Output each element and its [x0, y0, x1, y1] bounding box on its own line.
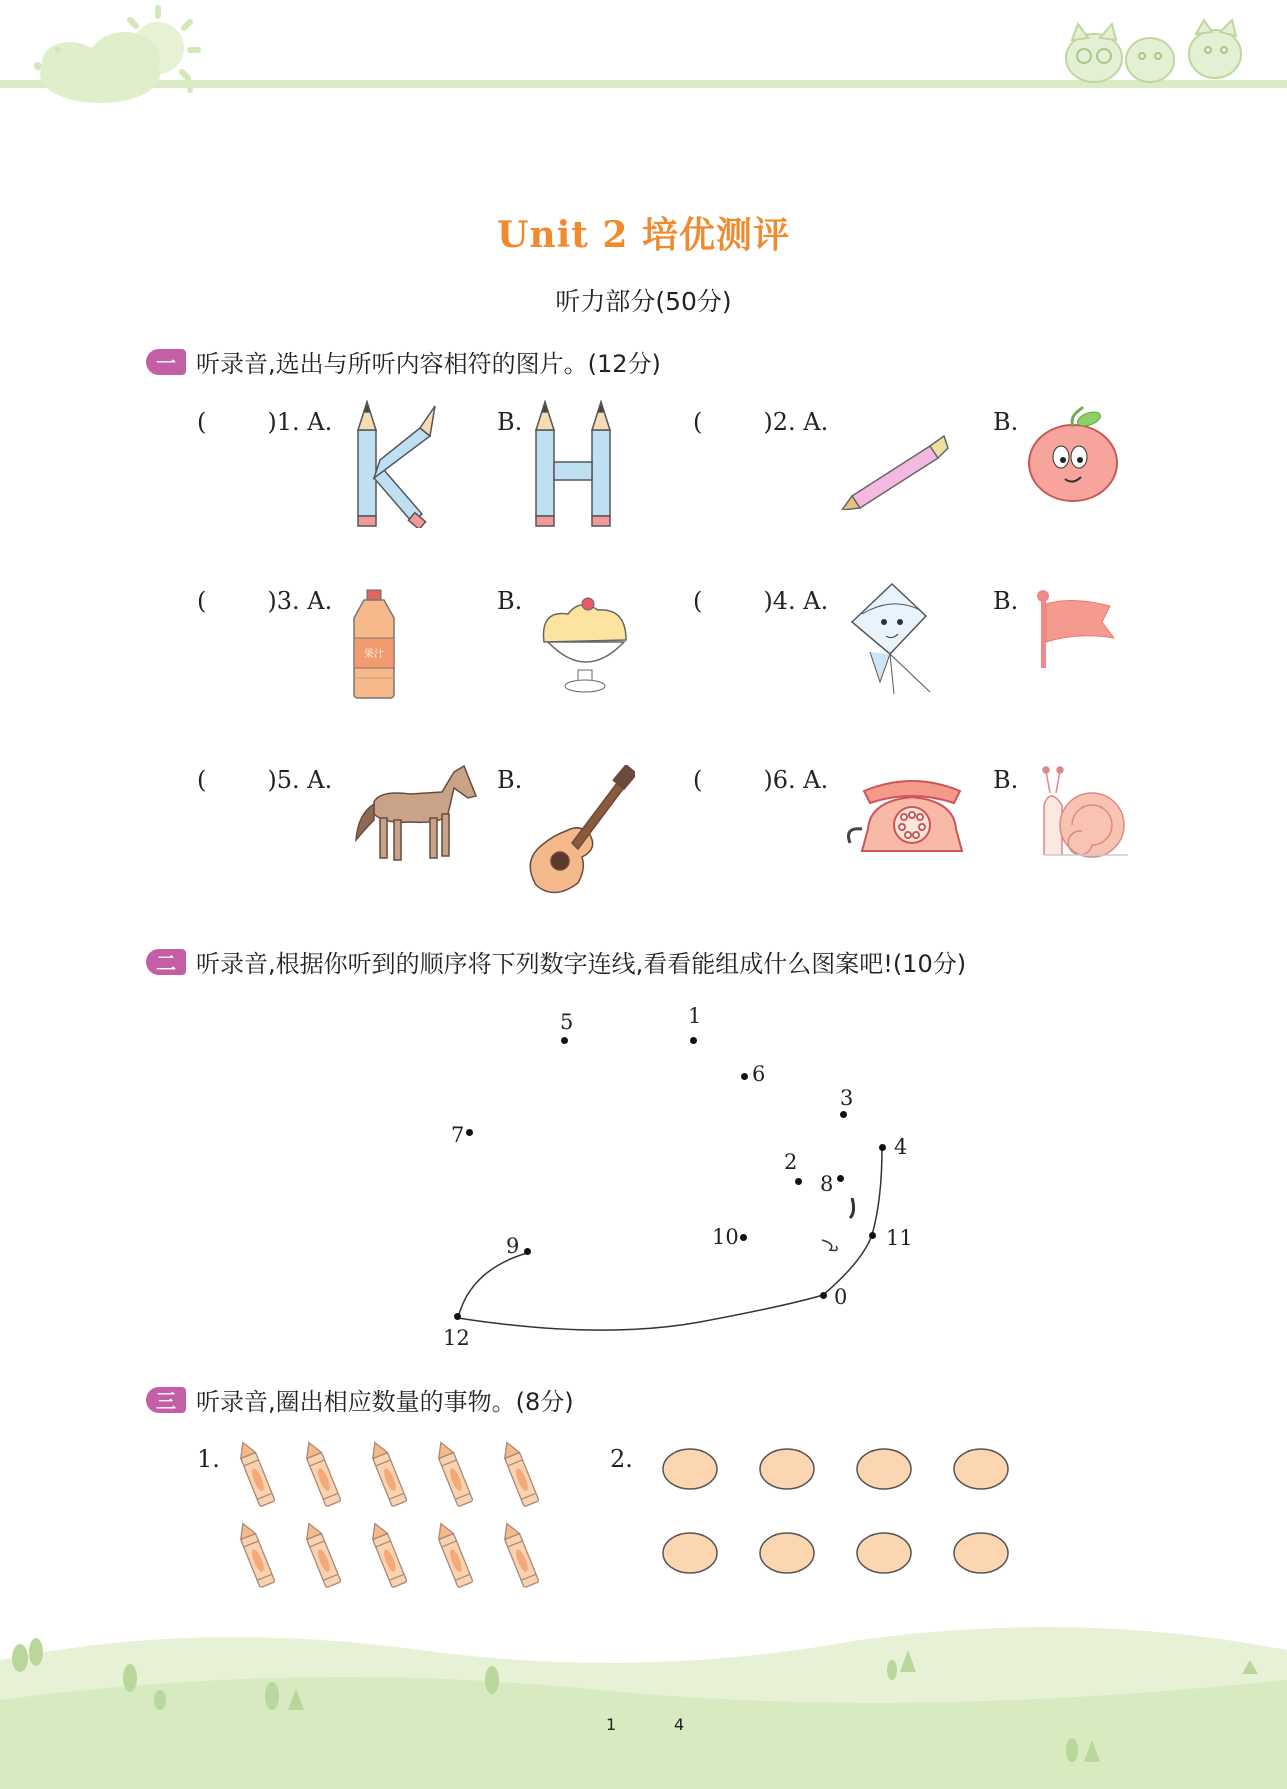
crayon-icon[interactable]: [432, 1519, 476, 1593]
crayon-icon[interactable]: [432, 1438, 476, 1512]
q1-item-3-number: ( )3. A.: [197, 587, 333, 615]
dot-label-6: 6: [752, 1062, 766, 1086]
dot-label-5: 5: [560, 1010, 574, 1034]
crayon-icon[interactable]: [498, 1519, 542, 1593]
q1-item-2-number: ( )2. A.: [693, 408, 829, 436]
question-badge: 一: [146, 349, 186, 375]
egg-group: [660, 1445, 1015, 1585]
dot-0[interactable]: [820, 1292, 827, 1299]
crayon-icon[interactable]: [234, 1519, 278, 1593]
dot-4[interactable]: [879, 1144, 886, 1151]
q3-item-1-number: 1.: [197, 1445, 220, 1473]
question-1-instruction: 听录音,选出与所听内容相符的图片。(12分): [196, 350, 661, 378]
egg-icon[interactable]: [854, 1445, 914, 1493]
q1-item-5-number: ( )5. A.: [197, 766, 333, 794]
dot-3[interactable]: [840, 1111, 847, 1118]
dot-label-1: 1: [688, 1004, 702, 1028]
question-3-instruction: 听录音,圈出相应数量的事物。(8分): [196, 1388, 574, 1416]
dot-10[interactable]: [740, 1234, 747, 1241]
dot-label-10: 10: [712, 1225, 739, 1249]
dot-5[interactable]: [561, 1037, 568, 1044]
dot-label-8: 8: [820, 1172, 834, 1196]
egg-icon[interactable]: [757, 1529, 817, 1577]
dot-11[interactable]: [869, 1232, 876, 1239]
dot-label-2: 2: [784, 1150, 798, 1174]
crayon-icon[interactable]: [300, 1519, 344, 1593]
q1-item-6-number: ( )6. A.: [693, 766, 829, 794]
q1-item-2-option-b: B.: [993, 408, 1019, 436]
q1-item-1-option-b: B.: [497, 408, 523, 436]
q1-item-3-option-b: B.: [497, 587, 523, 615]
q1-item-4-option-b: B.: [993, 587, 1019, 615]
question-2-instruction: 听录音,根据你听到的顺序将下列数字连线,看看能组成什么图案吧!(10分): [196, 950, 967, 978]
crayon-icon[interactable]: [300, 1438, 344, 1512]
section-title: 听力部分(50分): [555, 287, 732, 316]
dot-12[interactable]: [454, 1313, 461, 1320]
juice-bottle-label: 果汁: [364, 649, 384, 660]
crayon-icon[interactable]: [234, 1438, 278, 1512]
dot-9[interactable]: [524, 1248, 531, 1255]
crayon-icon[interactable]: [366, 1438, 410, 1512]
egg-icon[interactable]: [757, 1445, 817, 1493]
dot-label-4: 4: [894, 1135, 908, 1159]
q1-item-1-number: ( )1. A.: [197, 408, 333, 436]
egg-icon[interactable]: [951, 1445, 1011, 1493]
unit-title: Unit 2 培优测评: [497, 214, 790, 256]
question-badge: 三: [146, 1387, 186, 1413]
landscape-decoration: [0, 1600, 1287, 1789]
q3-item-2-number: 2.: [610, 1445, 633, 1473]
crayon-icon[interactable]: [498, 1438, 542, 1512]
dot-2[interactable]: [795, 1178, 802, 1185]
dot-label-11: 11: [886, 1226, 913, 1250]
egg-icon[interactable]: [854, 1529, 914, 1577]
crayon-group: [234, 1438, 554, 1598]
dot-8[interactable]: [837, 1175, 844, 1182]
egg-icon[interactable]: [951, 1529, 1011, 1577]
dot-7[interactable]: [466, 1129, 473, 1136]
egg-icon[interactable]: [660, 1445, 720, 1493]
page-number-right: 4: [674, 1715, 685, 1734]
q1-item-5-option-b: B.: [497, 766, 523, 794]
q1-item-4-number: ( )4. A.: [693, 587, 829, 615]
question-3-header: [146, 1382, 574, 1417]
dot-6[interactable]: [741, 1073, 748, 1080]
q1-item-6-option-b: B.: [993, 766, 1019, 794]
dot-1[interactable]: [690, 1037, 697, 1044]
page-number-left: 1: [606, 1715, 617, 1734]
dot-label-12: 12: [443, 1326, 470, 1350]
crayon-icon[interactable]: [366, 1519, 410, 1593]
dot-label-0: 0: [834, 1285, 848, 1309]
dot-label-9: 9: [506, 1234, 520, 1258]
dot-label-3: 3: [840, 1086, 854, 1110]
dot-label-7: 7: [451, 1123, 465, 1147]
question-badge: 二: [146, 949, 186, 975]
egg-icon[interactable]: [660, 1529, 720, 1577]
